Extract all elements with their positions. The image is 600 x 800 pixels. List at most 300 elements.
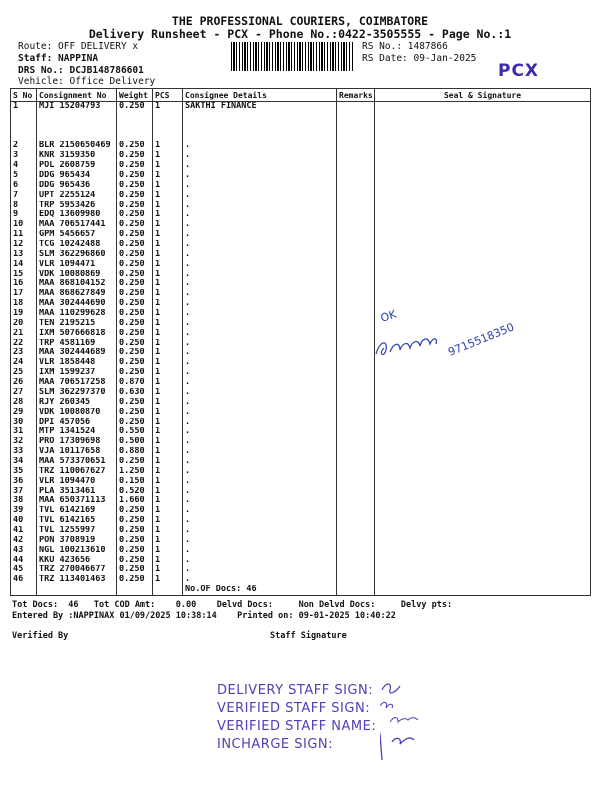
table-row [11,437,591,447]
cell-weight [117,132,153,142]
cell-consignment-no: VLR 1094471 [37,260,117,270]
cell-remarks [337,112,375,122]
cell-seal [375,141,591,151]
cell-pcs: 1 [153,319,183,329]
cell-seal [375,191,591,201]
cell-weight: 0.550 [117,427,153,437]
cell-seal [375,447,591,457]
cell-remarks [337,250,375,260]
verified-by-label: Verified By [12,631,69,641]
cell-consignment-no: VLR 1858448 [37,358,117,368]
table-row [11,112,591,122]
cell-weight: 0.250 [117,319,153,329]
cell-sno: 43 [11,546,37,556]
cell-pcs: 1 [153,398,183,408]
cell-sno: 16 [11,279,37,289]
cell-seal [375,122,591,132]
col-sno: S No [11,89,37,102]
cell-sno: 19 [11,309,37,319]
cell-pcs: 1 [153,279,183,289]
cell-pcs: 1 [153,289,183,299]
cell-weight: 0.520 [117,487,153,497]
cell-weight: 0.250 [117,506,153,516]
cell-consignee: . [183,467,337,477]
cell-sno: 17 [11,289,37,299]
table-row [11,565,591,575]
cell-weight: 0.630 [117,388,153,398]
cell-pcs: 1 [153,358,183,368]
cell-sno: 8 [11,201,37,211]
cell-remarks [337,181,375,191]
cell-consignee: . [183,418,337,428]
cell-remarks [337,427,375,437]
cell-pcs: 1 [153,575,183,585]
cell-consignee: . [183,240,337,250]
stamp-incharge-sign: INCHARGE SIGN: [217,737,334,752]
cell-consignee: . [183,408,337,418]
cell-consignment-no: UPT 2255124 [37,191,117,201]
cell-consignment-no: VJA 10117658 [37,447,117,457]
cell-sno: 31 [11,427,37,437]
cell-seal [375,368,591,378]
cell-weight: 0.250 [117,210,153,220]
cell-sno: 29 [11,408,37,418]
cell-seal [375,565,591,575]
cell-consignment-no: IXM 507666818 [37,329,117,339]
cell-sno: 23 [11,348,37,358]
cell-sno: 32 [11,437,37,447]
cell-pcs: 1 [153,437,183,447]
cell-consignee: No.OF Docs: 46 [183,585,337,595]
cell-consignment-no: VDK 10080869 [37,270,117,280]
cell-weight: 0.250 [117,102,153,112]
cell-consignment-no: TRZ 113401463 [37,575,117,585]
cell-remarks [337,191,375,201]
col-consignee: Consignee Details [183,89,337,102]
cell-sno: 1 [11,102,37,112]
cell-seal [375,378,591,388]
table-row [11,230,591,240]
cell-consignee: . [183,319,337,329]
table-row [11,427,591,437]
cell-pcs: 1 [153,496,183,506]
staff-signature-label: Staff Signature [270,631,347,641]
cell-consignment-no: BLR 2150650469 [37,141,117,151]
cell-sno [11,122,37,132]
col-remarks: Remarks [337,89,375,102]
table-row [11,506,591,516]
cell-consignment-no: MAA 573370651 [37,457,117,467]
route-label: Route: OFF DELIVERY x [18,41,139,52]
cell-pcs: 1 [153,427,183,437]
table-row [11,467,591,477]
cell-remarks [337,161,375,171]
cell-pcs: 1 [153,546,183,556]
cell-consignment-no: RJY 260345 [37,398,117,408]
cell-consignee: . [183,516,337,526]
cell-consignment-no: DDG 965436 [37,181,117,191]
cell-sno: 3 [11,151,37,161]
cell-seal [375,536,591,546]
cell-weight: 0.250 [117,260,153,270]
table-row [11,477,591,487]
table-row [11,210,591,220]
cell-pcs: 1 [153,191,183,201]
cell-consignee: . [183,506,337,516]
cell-weight: 0.250 [117,556,153,566]
cell-consignee: . [183,309,337,319]
cell-weight: 0.250 [117,309,153,319]
cell-weight: 1.660 [117,496,153,506]
cell-remarks [337,556,375,566]
cell-weight: 0.250 [117,299,153,309]
pcx-logo: PCX [498,61,540,81]
cell-consignment-no [37,132,117,142]
cell-seal [375,161,591,171]
cell-consignment-no: SLM 362296860 [37,250,117,260]
cell-sno: 41 [11,526,37,536]
cell-sno: 45 [11,565,37,575]
cell-consignee: . [183,398,337,408]
cell-consignment-no: TRZ 110067627 [37,467,117,477]
cell-sno: 38 [11,496,37,506]
cell-seal [375,477,591,487]
cell-consignment-no [37,585,117,595]
cell-remarks [337,408,375,418]
cell-remarks [337,319,375,329]
cell-consignment-no: MAA 650371113 [37,496,117,506]
cell-seal [375,260,591,270]
cell-weight: 0.250 [117,201,153,211]
cell-seal [375,102,591,112]
cell-remarks [337,585,375,595]
cell-consignment-no: DPI 457056 [37,418,117,428]
cell-sno: 36 [11,477,37,487]
cell-sno [11,132,37,142]
cell-consignee: . [183,496,337,506]
cell-sno: 28 [11,398,37,408]
cell-consignee: . [183,339,337,349]
cell-consignment-no: TVL 1255997 [37,526,117,536]
cell-pcs: 1 [153,447,183,457]
cell-remarks [337,279,375,289]
cell-weight: 0.250 [117,457,153,467]
stamp-verified-staff-sign: VERIFIED STAFF SIGN: [217,701,371,716]
cell-pcs: 1 [153,270,183,280]
cell-seal [375,457,591,467]
cell-consignee: SAKTHI FINANCE [183,102,337,112]
cell-remarks [337,447,375,457]
cell-consignee: . [183,575,337,585]
cell-consignment-no: MAA 868627849 [37,289,117,299]
cell-remarks [337,220,375,230]
cell-remarks [337,289,375,299]
cell-consignment-no: MJI 15204793 [37,102,117,112]
cell-pcs: 1 [153,141,183,151]
cell-weight: 0.250 [117,339,153,349]
cell-pcs: 1 [153,536,183,546]
cell-sno [11,112,37,122]
cell-sno [11,585,37,595]
cell-pcs: 1 [153,526,183,536]
cell-weight: 0.150 [117,477,153,487]
cell-consignment-no: MAA 302444689 [37,348,117,358]
cell-remarks [337,230,375,240]
cell-remarks [337,565,375,575]
totals-line: Tot Docs: 46 Tot COD Amt: 0.00 Delvd Docs: Non Delvd Docs: Delvy pts: [12,600,453,610]
cell-remarks [337,240,375,250]
cell-consignment-no: EDQ 13609980 [37,210,117,220]
table-row [11,368,591,378]
cell-consignee: . [183,270,337,280]
cell-pcs: 1 [153,260,183,270]
table-row [11,378,591,388]
cell-consignee: . [183,329,337,339]
cell-remarks [337,378,375,388]
cell-remarks [337,348,375,358]
cell-seal [375,181,591,191]
table-row [11,161,591,171]
cell-weight: 0.250 [117,536,153,546]
cell-consignee: . [183,151,337,161]
stamp-verified-staff-name: VERIFIED STAFF NAME: [217,719,377,734]
cell-pcs [153,112,183,122]
handwritten-phone: 9715518350 [446,320,517,359]
cell-seal [375,408,591,418]
cell-consignment-no: VDK 10080870 [37,408,117,418]
rs-number: RS No.: 1487866 [362,41,448,52]
cell-remarks [337,526,375,536]
cell-consignment-no: PRO 17309698 [37,437,117,447]
cell-pcs [153,122,183,132]
cell-weight [117,112,153,122]
cell-consignee: . [183,299,337,309]
table-row [11,447,591,457]
cell-sno: 33 [11,447,37,457]
cell-seal [375,506,591,516]
cell-pcs: 1 [153,565,183,575]
cell-pcs: 1 [153,388,183,398]
staff-label: Staff: NAPPINA [18,53,99,64]
cell-pcs: 1 [153,467,183,477]
cell-seal [375,171,591,181]
cell-remarks [337,309,375,319]
cell-seal [375,132,591,142]
drs-number: DRS No.: DCJB148786601 [18,65,144,76]
col-consignment: Consignment No [37,89,117,102]
table-row [11,418,591,428]
cell-consignment-no: MTP 1341524 [37,427,117,437]
cell-consignee: . [183,230,337,240]
cell-sno: 12 [11,240,37,250]
cell-consignee: . [183,220,337,230]
cell-consignment-no: GPM 5456657 [37,230,117,240]
cell-consignee: . [183,358,337,368]
table-row [11,141,591,151]
cell-pcs: 1 [153,181,183,191]
table-row [11,240,591,250]
table-header-row [11,89,591,102]
cell-remarks [337,270,375,280]
cell-remarks [337,467,375,477]
rs-date: RS Date: 09-Jan-2025 [362,53,477,64]
table-row [11,575,591,585]
cell-consignment-no: KKU 423656 [37,556,117,566]
cell-sno: 7 [11,191,37,201]
cell-seal [375,210,591,220]
cell-remarks [337,388,375,398]
cell-remarks [337,536,375,546]
cell-remarks [337,398,375,408]
table-row [11,388,591,398]
cell-pcs [153,132,183,142]
cell-pcs: 1 [153,339,183,349]
cell-pcs: 1 [153,230,183,240]
cell-consignee: . [183,556,337,566]
cell-sno: 40 [11,516,37,526]
cell-pcs: 1 [153,506,183,516]
cell-pcs: 1 [153,457,183,467]
cell-sno: 20 [11,319,37,329]
table-row [11,457,591,467]
cell-sno: 2 [11,141,37,151]
cell-consignment-no: TRP 5953426 [37,201,117,211]
cell-remarks [337,437,375,447]
cell-consignment-no: TVL 6142165 [37,516,117,526]
table-row [11,151,591,161]
cell-remarks [337,122,375,132]
cell-remarks [337,575,375,585]
runsheet-subtitle: Delivery Runsheet - PCX - Phone No.:0422-3505555 - Page No.:1 [88,27,512,41]
table-row [11,516,591,526]
cell-sno: 9 [11,210,37,220]
cell-consignee: . [183,546,337,556]
cell-weight: 0.870 [117,378,153,388]
barcode [231,42,353,71]
cell-seal [375,526,591,536]
table-row [11,270,591,280]
cell-consignment-no: IXM 1599237 [37,368,117,378]
cell-consignment-no: MAA 110299628 [37,309,117,319]
cell-weight: 0.250 [117,289,153,299]
cell-pcs: 1 [153,418,183,428]
cell-sno: 15 [11,270,37,280]
cell-pcs: 1 [153,309,183,319]
cell-pcs: 1 [153,556,183,566]
cell-weight: 0.250 [117,418,153,428]
cell-weight: 0.250 [117,526,153,536]
cell-weight: 0.250 [117,220,153,230]
cell-sno: 39 [11,506,37,516]
stamp-signatures [380,678,490,763]
cell-seal [375,270,591,280]
cell-pcs: 1 [153,102,183,112]
cell-consignee [183,132,337,142]
cell-remarks [337,299,375,309]
cell-weight: 0.250 [117,408,153,418]
cell-weight: 0.250 [117,575,153,585]
cell-consignee: . [183,181,337,191]
cell-consignment-no: NGL 100213610 [37,546,117,556]
cell-remarks [337,477,375,487]
cell-consignee: . [183,279,337,289]
cell-remarks [337,102,375,112]
cell-consignment-no: PLA 3513461 [37,487,117,497]
cell-weight: 0.250 [117,240,153,250]
company-title: THE PROFESSIONAL COURIERS, COIMBATORE [171,14,429,28]
cell-consignee: . [183,348,337,358]
table-row [11,191,591,201]
cell-consignee: . [183,250,337,260]
cell-consignee: . [183,388,337,398]
cell-pcs: 1 [153,516,183,526]
col-pcs: PCS [153,89,183,102]
cell-consignee: . [183,487,337,497]
table-row [11,585,591,595]
cell-consignment-no: KNR 3159350 [37,151,117,161]
cell-sno: 4 [11,161,37,171]
cell-sno: 30 [11,418,37,428]
cell-seal [375,151,591,161]
cell-consignee: . [183,526,337,536]
cell-consignment-no: TRP 4581169 [37,339,117,349]
cell-weight: 0.250 [117,546,153,556]
table-row [11,102,591,112]
cell-sno: 37 [11,487,37,497]
table-row [11,408,591,418]
ok-mark: OK [378,307,399,325]
cell-weight: 0.250 [117,151,153,161]
cell-seal [375,418,591,428]
cell-seal [375,398,591,408]
table-row [11,487,591,497]
cell-sno: 44 [11,556,37,566]
table-row [11,181,591,191]
cell-consignee: . [183,289,337,299]
cell-pcs: 1 [153,378,183,388]
cell-remarks [337,151,375,161]
stamp-delivery-staff-sign: DELIVERY STAFF SIGN: [217,683,374,698]
cell-consignment-no: TRZ 270046677 [37,565,117,575]
cell-consignee: . [183,565,337,575]
cell-remarks [337,201,375,211]
cell-consignment-no [37,122,117,132]
cell-pcs: 1 [153,408,183,418]
cell-remarks [337,368,375,378]
cell-consignment-no: TEN 2195215 [37,319,117,329]
cell-seal [375,546,591,556]
table-row [11,122,591,132]
cell-seal [375,220,591,230]
cell-sno: 35 [11,467,37,477]
cell-sno: 5 [11,171,37,181]
cell-consignee: . [183,201,337,211]
cell-seal [375,487,591,497]
cell-weight: 0.250 [117,368,153,378]
cell-sno: 27 [11,388,37,398]
cell-seal [375,467,591,477]
cell-pcs: 1 [153,171,183,181]
table-row [11,556,591,566]
table-row [11,250,591,260]
col-seal-signature: Seal & Signature [375,89,591,102]
cell-consignment-no: PON 3708919 [37,536,117,546]
cell-weight: 0.250 [117,279,153,289]
cell-weight: 0.250 [117,329,153,339]
entered-by-line: Entered By :NAPPINAX 01/09/2025 10:38:14 Printed on: 09-01-2025 10:40:22 [12,611,396,621]
table-row [11,201,591,211]
cell-consignee: . [183,457,337,467]
